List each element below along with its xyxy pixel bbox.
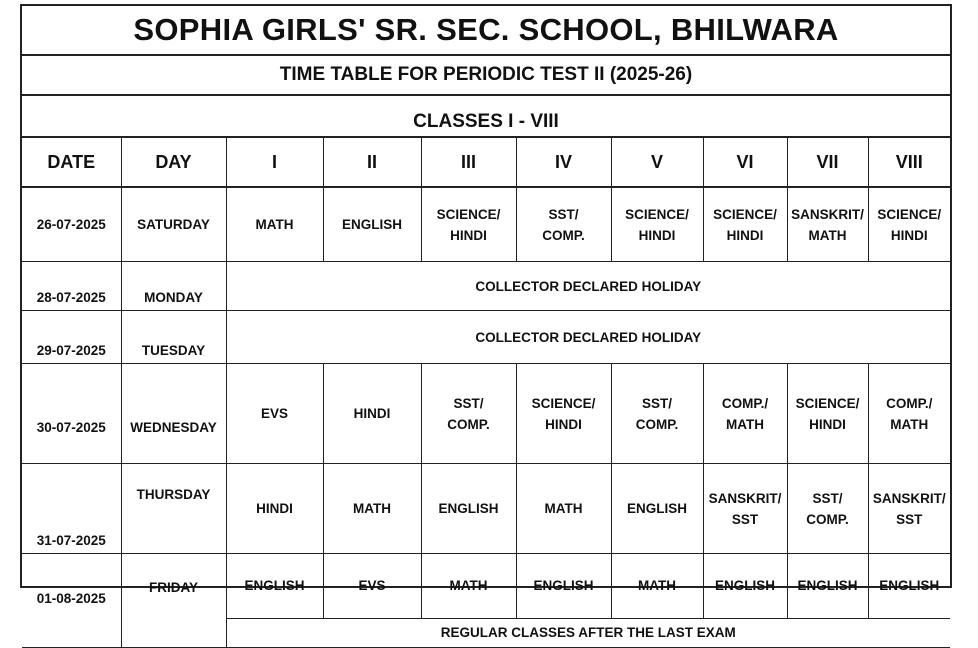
timetable-sheet [20,4,952,641]
subject-cell: MATH [611,554,703,619]
subject-cell: MATH [226,187,323,262]
row-date: 28-07-2025 [22,262,121,311]
row-day: SATURDAY [121,187,226,262]
header-date: DATE [22,138,121,187]
subject-cell: ENGLISH [226,554,323,619]
subject-cell: SCIENCE/ HINDI [703,187,787,262]
subject-cell: SST/ COMP. [421,364,516,464]
table-row [22,187,950,262]
subject-cell: ENGLISH [323,187,421,262]
subject-cell: SCIENCE/ HINDI [787,364,868,464]
header-class-vii: VII [787,138,868,187]
header-class-vi: VI [703,138,787,187]
row-day: FRIDAY [121,554,226,648]
subject-cell: SCIENCE/ HINDI [868,187,950,262]
row-date: 26-07-2025 [22,187,121,262]
subject-cell: ENGLISH [787,554,868,619]
subject-cell: HINDI [323,364,421,464]
subject-cell: SCIENCE/ HINDI [421,187,516,262]
table-row [22,311,950,364]
subject-cell: SST/ COMP. [787,464,868,554]
header-class-ii: II [323,138,421,187]
header-class-i: I [226,138,323,187]
holiday-note: COLLECTOR DECLARED HOLIDAY [226,311,950,364]
subject-cell: SANSKRIT/ MATH [787,187,868,262]
timetable-table [22,138,950,648]
subject-cell: SANSKRIT/ SST [868,464,950,554]
header-class-iv: IV [516,138,611,187]
subject-cell: COMP./ MATH [703,364,787,464]
holiday-note: COLLECTOR DECLARED HOLIDAY [226,262,950,311]
row-date: 31-07-2025 [22,464,121,554]
subject-cell: ENGLISH [703,554,787,619]
subject-cell: EVS [323,554,421,619]
subject-cell: HINDI [226,464,323,554]
classes-label: CLASSES I - VIII [22,96,950,138]
header-class-v: V [611,138,703,187]
subject-cell: SCIENCE/ HINDI [611,187,703,262]
subject-cell: ENGLISH [421,464,516,554]
subject-cell: SCIENCE/ HINDI [516,364,611,464]
subject-cell: SANSKRIT/ SST [703,464,787,554]
school-title: SOPHIA GIRLS' SR. SEC. SCHOOL, BHILWARA [22,6,950,56]
table-row [22,554,950,619]
subject-cell: EVS [226,364,323,464]
subject-cell: ENGLISH [516,554,611,619]
table-row [22,464,950,554]
row-day: THURSDAY [121,464,226,554]
row-day: TUESDAY [121,311,226,364]
header-class-viii: VIII [868,138,950,187]
row-date: 01-08-2025 [22,554,121,648]
table-row [22,364,950,464]
header-day: DAY [121,138,226,187]
subject-cell: COMP./ MATH [868,364,950,464]
timetable-subtitle: TIME TABLE FOR PERIODIC TEST II (2025-26) [22,56,950,96]
row-date: 29-07-2025 [22,311,121,364]
subject-cell: MATH [516,464,611,554]
subject-cell: MATH [323,464,421,554]
table-row [22,262,950,311]
row-day: MONDAY [121,262,226,311]
row-date: 30-07-2025 [22,364,121,464]
subject-cell: ENGLISH [868,554,950,619]
header-class-iii: III [421,138,516,187]
subject-cell: ENGLISH [611,464,703,554]
regular-classes-note: REGULAR CLASSES AFTER THE LAST EXAM [226,618,950,647]
row-day: WEDNESDAY [121,364,226,464]
header-row [22,138,950,187]
subject-cell: SST/ COMP. [516,187,611,262]
subject-cell: SST/ COMP. [611,364,703,464]
subject-cell: MATH [421,554,516,619]
